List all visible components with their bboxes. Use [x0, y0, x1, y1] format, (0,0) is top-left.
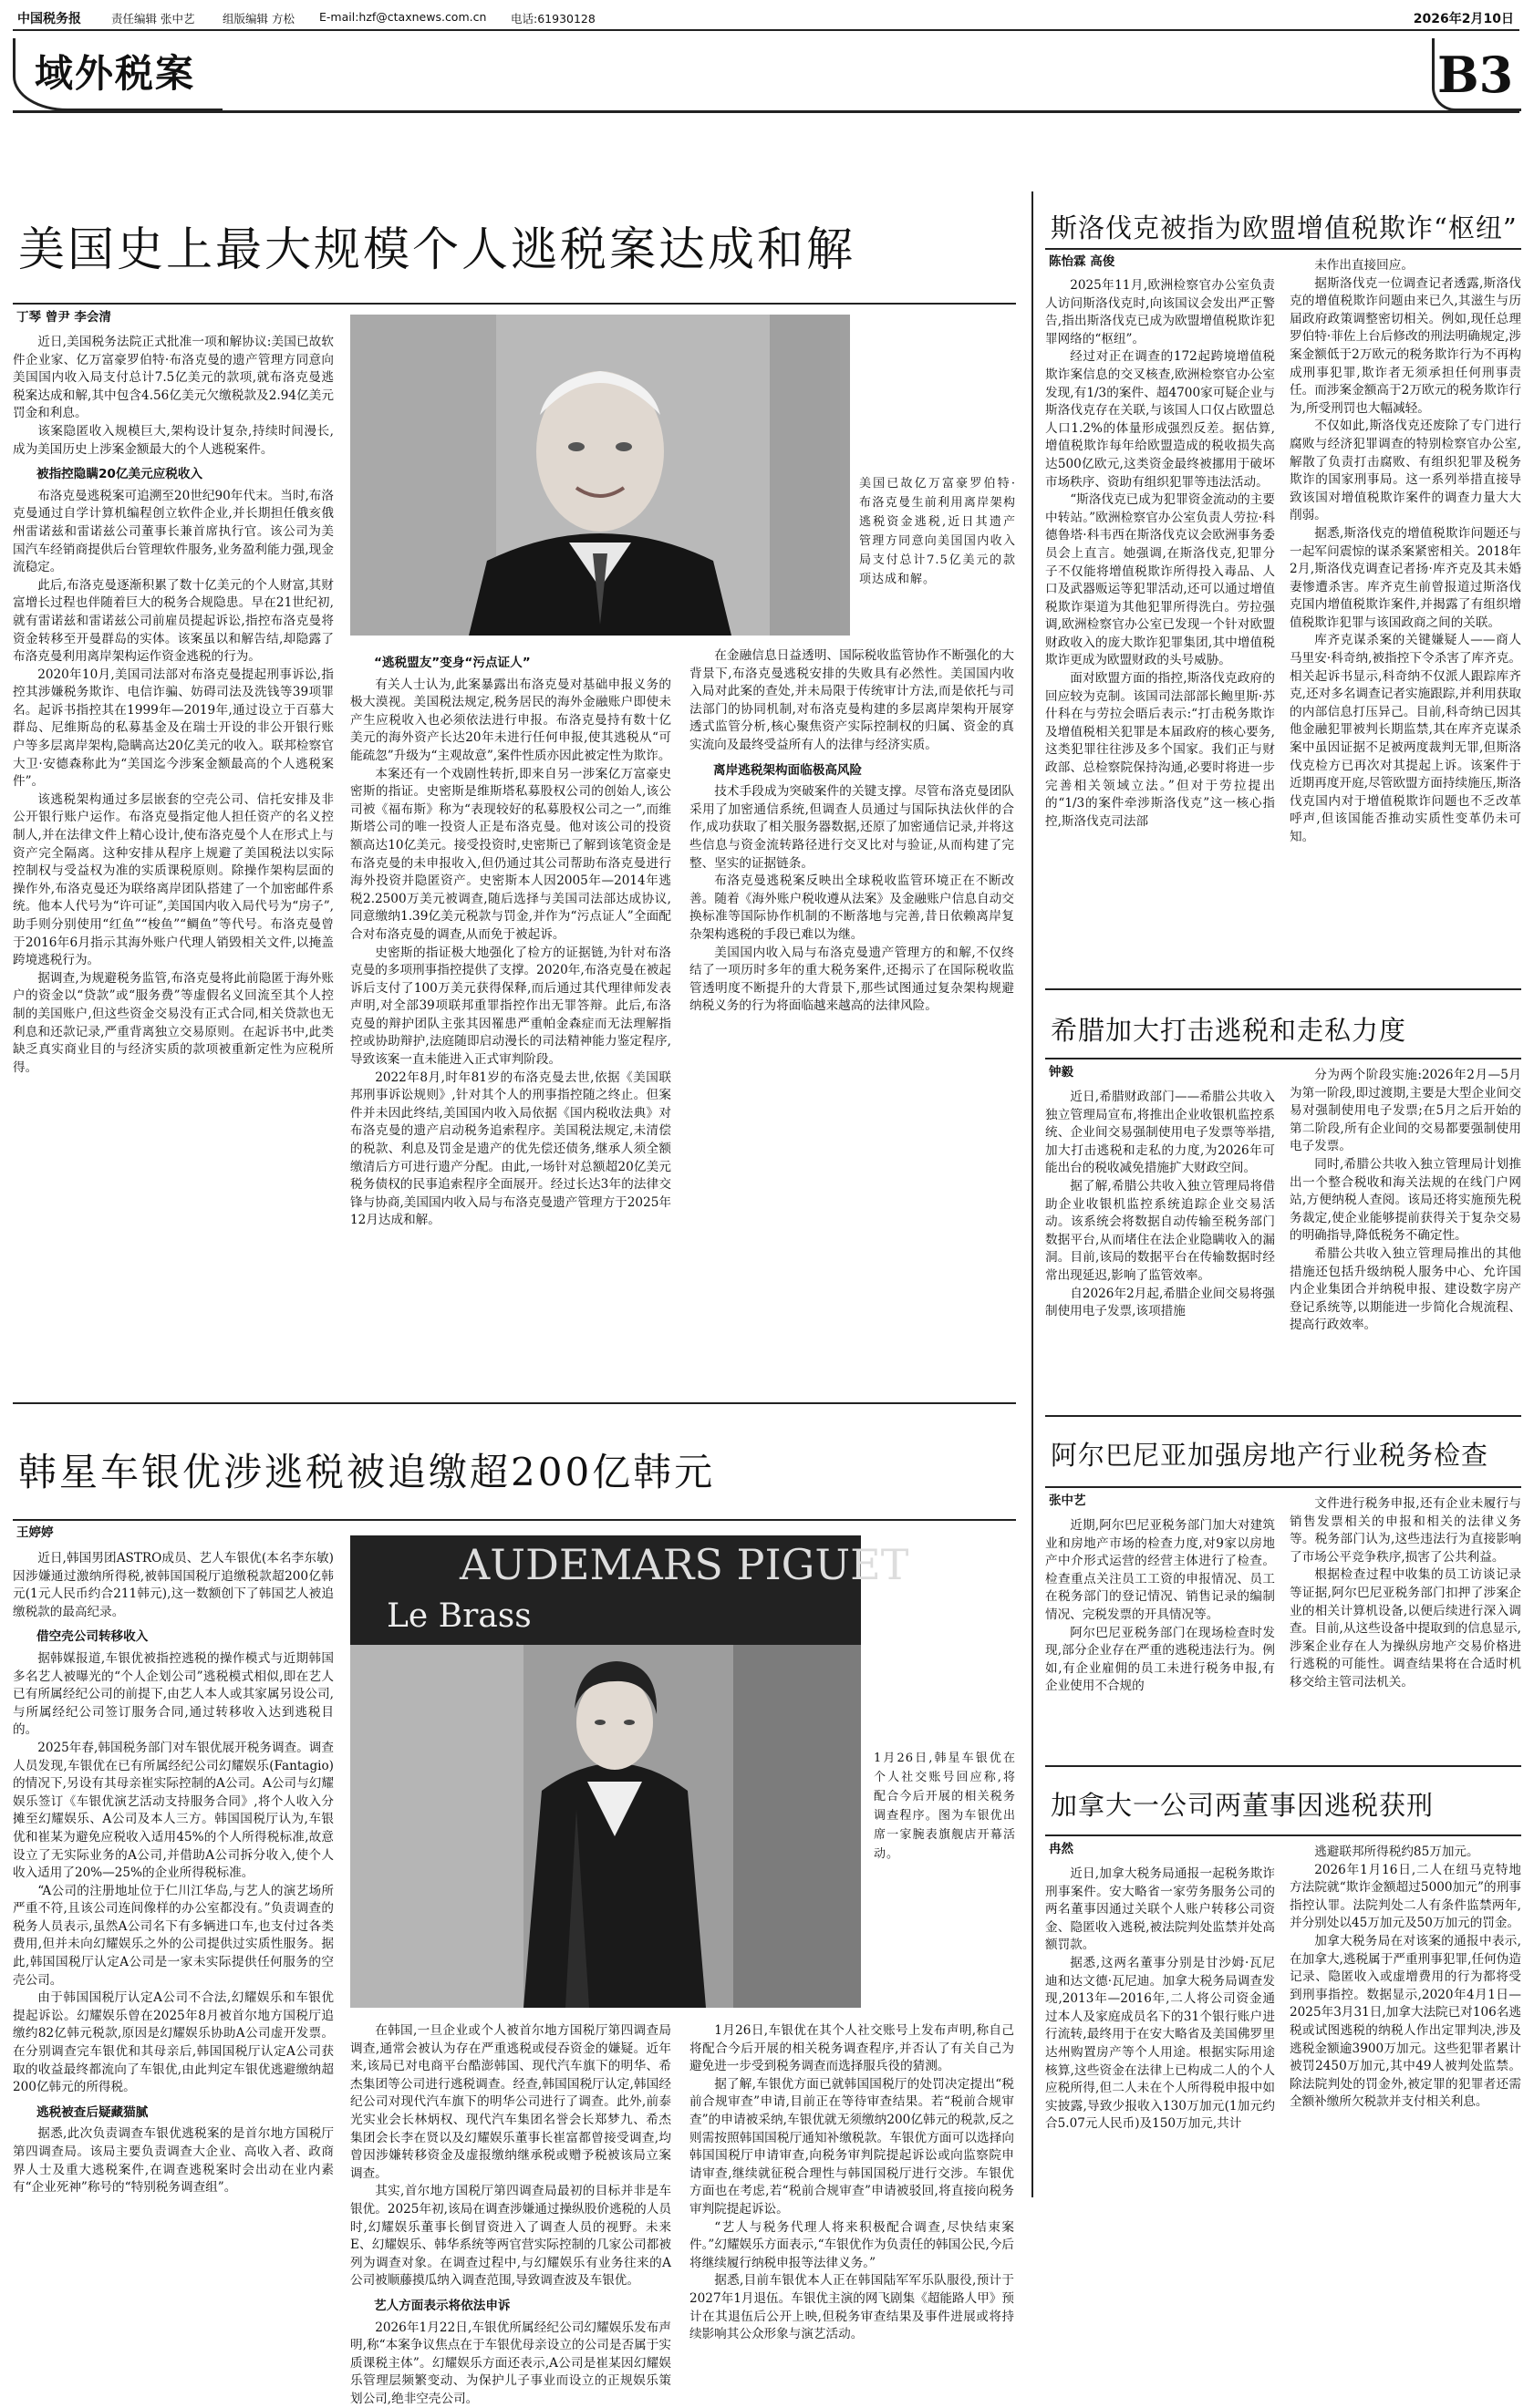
- paragraph: “A公司的注册地址位于仁川江华岛,与艺人的演艺场所严重不符,且该公司连间像样的办公室都没有。”负责调查的税务人员表示,虽然A公司名下有多辆进口车,也支付过各类费用,但并未向幻耀娱乐之外的公司提供过实质性服务。据此,韩国国税厅认定A公司是一家未实际提供任何服务的空壳公司。: [13, 1883, 334, 1990]
- article-2-rule: [13, 1519, 1016, 1521]
- paragraph: 据悉,此次负责调查车银优逃税案的是首尔地方国税厅第四调查局。该局主要负责调查大企业、高收入者、政商界人士及重大逃税案件,在调查逃税案时会出动在业内素有“企业死神”称号的“特别税务调查组”。: [13, 2125, 334, 2196]
- article-3-col-2: [1290, 257, 1521, 979]
- paper-name: 中国税务报: [17, 9, 81, 27]
- paragraph: 由于韩国国税厅认定A公司不合法,幻耀娱乐和车银优提起诉讼。幻耀娱乐曾在2025年8月被首尔地方国税厅追缴约82亿韩元税款,原因是幻耀娱乐协助A公司虚开发票。在分别调查完车银优和其母亲后,韩国国税厅认定A公司获取的收益最终都流向了车银优,由此判定车银优逃避缴纳超200亿韩元的所得税。: [13, 1989, 334, 2097]
- paragraph: 根据检查过程中收集的员工访谈记录等证据,阿尔巴尼亚税务部门扣押了涉案企业的相关计算机设备,以便后续进行深入调查。目前,从这些设备中提取到的信息显示,涉案企业存在人为操纵房地产交易价格进行逃税的可能性。调查结果将在合适时机移交给主管司法机关。: [1290, 1566, 1521, 1691]
- article-1-col-2: [350, 647, 671, 1382]
- paragraph: 据韩媒报道,车银优被指控逃税的操作模式与近期韩国多名艺人被曝光的“个人企划公司”逃税模式相似,即在艺人已有所属经纪公司的前提下,由艺人本人或其家属另设公司,与所属经纪公司签订服务合同,通过转移收入达到逃税目的。: [13, 1650, 334, 1740]
- article-1-bottom-rule: [13, 1402, 1016, 1404]
- article-2-col-2: [350, 2022, 671, 2199]
- paragraph: 技术手段成为突破案件的关键支撑。尽管布洛克曼团队采用了加密通信系统,但调查人员通过与国际执法伙伴的合作,成功获取了相关服务器数据,还原了加密通信记录,并将这些信息与资金流转路径进行交叉比对与验证,从而构建了完整、坚实的证据链条。: [689, 783, 1014, 873]
- article-1-rule: [13, 303, 1016, 305]
- paragraph: 2020年10月,美国司法部对布洛克曼提起刑事诉讼,指控其涉嫌税务欺诈、电信诈骗、妨碍司法及洗钱等39项罪名。起诉书指控其在1999年—2019年,通过设立于百慕大群岛、尼维斯岛的私募基金及在瑞士开设的非公开银行账户等多层离岸架构,隐瞒高达20亿美元的收入。联邦检察官大卫·安德森称此为“美国迄今涉案金额最高的个人逃税案件”。: [13, 667, 334, 791]
- paragraph: 据悉,目前车银优本人正在韩国陆军军乐队服役,预计于2027年1月退伍。车银优主演的网飞剧集《超能路人甲》预计在其退伍后公开上映,但税务审查结果及事件进展或将持续影响其公众形象与演艺活动。: [689, 2272, 1014, 2343]
- article-1-author: 丁琴 曾尹 李会清: [16, 308, 111, 326]
- paragraph: 美国国内收入局与布洛克曼遗产管理方的和解,不仅终结了一项历时多年的重大税务案件,还揭示了在国际税收监管透明度不断提升的大背景下,那些试图通过复杂架构规避纳税义务的行为将面临越来越高的法律风险。: [689, 945, 1014, 1016]
- svg-text:Le Brass: Le Brass: [387, 1597, 532, 1635]
- phone-number: 电话:61930128: [511, 10, 596, 26]
- article-6-rule: [1045, 1834, 1521, 1836]
- article-3-rule: [1045, 248, 1521, 250]
- article-1-subhead-2: “逃税盟友”变身“污点证人”: [374, 655, 671, 673]
- article-4-rule: [1045, 1058, 1521, 1059]
- article-1-title: 美国史上最大规模个人逃税案达成和解: [18, 212, 855, 279]
- top-rule: [13, 29, 1519, 31]
- paragraph: 文件进行税务申报,还有企业未履行与销售发票相关的申报和相关的法律义务等。税务部门认为,这些违法行为直接影响了市场公平竞争秩序,损害了公共利益。: [1290, 1495, 1521, 1566]
- paragraph: 库齐克谋杀案的关键嫌疑人——商人马里安·科奇纳,被指控下令杀害了库齐克。相关起诉书显示,科奇纳不仅派人跟踪库齐克,还对多名调查记者实施跟踪,并利用获取的内部信息打压异己。目前,科奇纳已因其他金融犯罪被判长期监禁,其在库齐克谋杀案中虽因证据不足被两度裁判无罪,但斯洛伐克检方已再次对其提起上诉。该案件于近期再度开庭,尽管欧盟方面持续施压,斯洛伐克国内对于增值税欺诈问题也不乏改革呼声,但该国能否推动实质性变革仍未可知。: [1290, 632, 1521, 846]
- article-5-col-2: [1290, 1495, 1521, 1756]
- paragraph: 1月26日,车银优在其个人社交账号上发布声明,称自己将配合今后开展的相关税务调查程序,并否认了有关自己为避免进一步受到税务调查而选择服兵役的猜测。: [689, 2022, 1014, 2076]
- paragraph: 本案还有一个戏剧性转折,即来自另一涉案亿万富豪史密斯的指证。史密斯是维斯塔私募股权公司的创始人,该公司被《福布斯》称为“表现较好的私募股权公司之一”,而维斯塔公司的唯一投资人正是布洛克曼。他对该公司的投资额高达10亿美元。接受投资时,史密斯已了解到该笔资金是布洛克曼的未申报收入,但仍通过其公司帮助布洛克曼进行海外投资并隐匿资产。史密斯本人因2005年—2014年逃税2.2500万美元被调查,随后选择与美国司法部达成协议,同意缴纳1.39亿美元税款与罚金,并作为“污点证人”全面配合对布洛克曼的调查,从而免于被起诉。: [350, 766, 671, 945]
- paragraph: 希腊公共收入独立管理局推出的其他措施还包括升级纳税人服务中心、允许国内企业集团合并纳税申报、建设数字房产登记系统等,以期能进一步简化合规流程、提高行政效率。: [1290, 1245, 1521, 1335]
- article-3-col-1: [1045, 277, 1275, 979]
- article-6-title: 加拿大一公司两董事因逃税获刑: [1051, 1785, 1434, 1823]
- paragraph: 据调查,为规避税务监管,布洛克曼将此前隐匿于海外账户的资金以“贷款”或“服务费”等虚假名义回流至其个人控制的美国账户,但这些资金交易没有正式合同,相关贷款也无利息和还款记录,严重背离独立交易原则。在起诉书中,此类缺乏真实商业目的与经济实质的款项被重新定性为应税所得。: [13, 970, 334, 1078]
- paragraph: 此后,布洛克曼逐渐积累了数十亿美元的个人财富,其财富增长过程也伴随着巨大的税务合规隐患。早在21世纪初,就有雷诺兹和雷诺兹公司前雇员提起诉讼,指控布洛克曼将资金转移至开曼群岛的实体。该案虽以和解告结,却隐露了布洛克曼利用离岸架构运作资金逃税的行为。: [13, 577, 334, 667]
- paragraph: 其实,首尔地方国税厅第四调查局最初的目标并非是车银优。2025年初,该局在调查涉嫌通过操纵股价逃税的人员时,幻耀娱乐董事长倒冒资进入了调查人员的视野。未来E、幻耀娱乐、韩华系统等两官营实际控制的几家公司都被列为调查对象。在调查过程中,与幻耀娱乐有业务往来的A公司被顺藤摸瓜纳入调查范围,导致调查波及车银优。: [350, 2183, 671, 2290]
- paragraph: 近日,加拿大税务局通报一起税务欺诈刑事案件。安大略省一家劳务服务公司的两名董事因通过关联个人账户转移公司资金、隐匿收入逃税,被法院判处监禁并处高额罚款。: [1045, 1865, 1275, 1955]
- article-5-title: 阿尔巴尼亚加强房地产行业税务检查: [1051, 1435, 1488, 1473]
- article-1-col-3: [689, 647, 1014, 1382]
- paragraph: 面对欧盟方面的指控,斯洛伐克政府的回应较为克制。该国司法部部长鲍里斯·苏什科在与劳拉会晤后表示:“打击税务欺诈及增值税相关犯罪是本届政府的核心要务,这类犯罪往往涉及多个国家。我们正与财政部、总检察院保持沟通,必要时将进一步完善相关领域立法。”但对于劳拉提出的“1/3的案件牵涉斯洛伐克”这一核心指控,斯洛伐克司法部: [1045, 670, 1275, 831]
- paragraph: 在金融信息日益透明、国际税收监管协作不断强化的大背景下,布洛克曼逃税安排的失败具有必然性。美国国内收入局对此案的查处,并未局限于传统审计方法,而是依托与司法部门的协同机制,对布洛克曼构建的多层离岸架构开展穿透式监管分析,核心聚焦资产实际控制权的归属、资金的真实流向及最终受益所有人的法律与经济实质。: [689, 647, 1014, 755]
- paragraph: 近日,美国税务法院正式批准一项和解协议:美国已故软件企业家、亿万富豪罗伯特·布洛克曼的遗产管理方同意向美国国内收入局支付总计7.5亿美元的款项,就布洛克曼逃税案达成和解,其中包含4.56亿美元欠缴税款及2.94亿美元罚金和利息。: [13, 334, 334, 423]
- article-4-bottom-rule: [1045, 1415, 1521, 1417]
- paragraph: 同时,希腊公共收入独立管理局计划推出一个整合税收和海关法规的在线门户网站,方便纳税人查阅。该局还将实施预先税务裁定,使企业能够提前获得关于复杂交易的明确指导,降低税务不确定性。: [1290, 1156, 1521, 1245]
- article-3-bottom-rule: [1045, 988, 1521, 990]
- portrait-illustration: [350, 315, 850, 636]
- paragraph: 布洛克曼逃税案可追溯至20世纪90年代末。当时,布洛克曼通过自学计算机编程创立软件企业,并长期担任俄亥俄州雷诺兹和雷诺兹公司董事长兼首席执行官。该公司为美国汽车经销商提供后台管理软件服务,业务盈利能力强,现金流稳定。: [13, 488, 334, 577]
- article-6-col-2: [1290, 1844, 1521, 2199]
- article-1-col-1: [13, 334, 334, 1382]
- article-4-col-1: [1045, 1089, 1275, 1404]
- layout-credit: 组版编辑 方松: [223, 10, 295, 26]
- paragraph: “艺人与税务代理人将来积极配合调查,尽快结束案件。”幻耀娱乐方面表示,“车银优作为负责任的韩国公民,今后将继续履行纳税申报等法律义务。”: [689, 2219, 1014, 2273]
- paragraph: 阿尔巴尼亚税务部门在现场检查时发现,部分企业存在严重的逃税违法行为。例如,有企业雇佣的员工未进行税务申报,有企业使用不合规的: [1045, 1625, 1275, 1696]
- article-2-subhead-3: 艺人方面表示将依法申诉: [374, 2298, 671, 2316]
- article-1-photo: [350, 315, 850, 636]
- article-1-subhead-1: 被指控隐瞒20亿美元应税收入: [36, 466, 334, 484]
- paragraph: 该逃税架构通过多层嵌套的空壳公司、信托安排及非公开银行账户运作。布洛克曼指定他人担任资产的名义控制人,并在法律文件上精心设计,使布洛克曼个人在形式上与资产完全隔离。这种安排从程序上规避了美国税法以实际控制权与受益权为准的实质课税原则。除操作架构层面的操作外,布洛克曼还为联络离岸团队搭建了一个加密邮件系统。他本人代号为“许可证”,美国国内收入局代号为“房子”,助手则分别使用“红鱼”“梭鱼”“鲷鱼”等代号。布洛克曼曾于2016年6月指示其海外账户代理人销毁相关文件,以掩盖跨境逃税行为。: [13, 791, 334, 970]
- article-2-col-1: [13, 1550, 334, 2199]
- article-3-title: 斯洛伐克被指为欧盟增值税欺诈“枢纽”: [1051, 208, 1518, 245]
- paragraph: “斯洛伐克已成为犯罪资金流动的主要中转站。”欧洲检察官办公室负责人劳拉·科德鲁塔·科韦西在斯洛伐克议会欧洲事务委员会上直言。她强调,在斯洛伐克,犯罪分子不仅能将增值税欺诈所得投入毒品、人口及武器贩运等犯罪活动,还可以通过增值税欺诈渠道为其他犯罪所得洗白。劳拉强调,欧洲检察官办公室已发现一个针对欧盟财政收入的庞大欺诈犯罪集团,其中增值税欺诈更成为欧盟财政的头号威胁。: [1045, 491, 1275, 670]
- paragraph: 2026年1月16日,二人在纽马克特地方法院就“欺诈金额超过5000加元”的刑事指控认罪。法院判处二人有条件监禁两年,并分别处以45万加元及50万加元的罚金。: [1290, 1862, 1521, 1933]
- svg-text:AUDEMARS PIGUET: AUDEMARS PIGUET: [459, 1540, 909, 1589]
- article-5-col-1: [1045, 1517, 1275, 1756]
- article-3-author: 陈怡霖 高俊: [1049, 253, 1114, 271]
- paragraph: 近日,韩国男团ASTRO成员、艺人车银优(本名李东敏)因涉嫌通过激纳所得税,被韩国国税厅追缴税款超200亿韩元(1元人民币约合211韩元),这一数额创下了韩国艺人被追缴税款的最高纪录。: [13, 1550, 334, 1621]
- paragraph: 2025年11月,欧洲检察官办公室负责人访问斯洛伐克时,向该国议会发出严正警告,指出斯洛伐克已成为欧盟增值税欺诈犯罪网络的“枢纽”。: [1045, 277, 1275, 348]
- paragraph: 逃避联邦所得税约85万加元。: [1290, 1844, 1521, 1862]
- paragraph: 自2026年2月起,希腊企业间交易将强制使用电子发票,该项措施: [1045, 1286, 1275, 1321]
- article-2-subhead-2: 逃税被查后疑藏猫腻: [36, 2104, 334, 2123]
- section-rule: [13, 110, 1519, 113]
- paragraph: 2022年8月,时年81岁的布洛克曼去世,依据《美国联邦刑事诉讼规则》,针对其个人的刑事指控随之终止。但案件并未因此终结,美国国内收入局依据《国内税收法典》对布洛克曼的遗产启动税务追索程序。美国税法规定,未清偿的税款、利息及罚金是遗产的优先偿还债务,继承人须全额缴清后方可进行遗产分配。由此,一场针对总额超20亿美元税务债权的民事追索程序全面展开。经过长达3年的法律交锋与协商,美国国内收入局与布洛克曼遗产管理方于2025年12月达成和解。: [350, 1070, 671, 1230]
- celebrity-photo-illustration: [350, 1535, 861, 2008]
- paragraph: 2026年1月22日,车银优所属经纪公司幻耀娱乐发布声明,称“本案争议焦点在于车银优母亲设立的公司是否属于实质课税主体”。幻耀娱乐方面还表示,A公司是崔某因幻耀娱乐管理层频繁变动、为保护儿子事业而设立的正规娱乐策划公司,绝非空壳公司。: [350, 2320, 671, 2408]
- paragraph: 近期,阿尔巴尼亚税务部门加大对建筑业和房地产市场的检查力度,对9家以房地产中介形式运营的经营主体进行了检查。检查重点关注员工工资的申报情况、员工在税务部门的登记情况、销售记录的编制情况、完税发票的开具情况等。: [1045, 1517, 1275, 1625]
- article-4-col-2: [1290, 1067, 1521, 1404]
- paragraph: 在韩国,一旦企业或个人被首尔地方国税厅第四调查局调查,通常会被认为存在严重逃税或侵吞资金的嫌疑。近年来,该局已对电商平台酷澎韩国、现代汽车旗下的明华、希杰集团等公司进行逃税调查。经查,韩国国税厅认定,韩国经纪公司对现代汽车旗下的明华公司进行了调查。此外,前泰光实业会长林炳权、现代汽车集团名誉会长郑梦九、希杰集团会长李在贤以及幻耀娱乐董事长崔富都曾接受调查,均曾因涉嫌转移资金及虚报缴纳继承税或赠予税被该局立案调查。: [350, 2022, 671, 2183]
- article-6-col-1: [1045, 1865, 1275, 2199]
- paragraph: 据了解,车银优方面已就韩国国税厅的处罚决定提出“税前合规审查”申请,目前正在等待审查结果。若“税前合规审查”的申请被采纳,车银优就无须缴纳200亿韩元的税款,反之则需按照韩国国税厅通知补缴税款。车银优方面可以选择向韩国国税厅申请审查,向税务审判院提起诉讼或向监察院申请审查,继续就征税合理性与韩国国税厅进行交涉。车银优方面也在考虑,若“税前合规审查”申请被驳回,将直接向税务审判院提起诉讼。: [689, 2076, 1014, 2219]
- paragraph: 据斯洛伐克一位调查记者透露,斯洛伐克的增值税欺诈问题由来已久,其滋生与历届政府政策调整密切相关。例如,现任总理罗伯特·菲佐上台后修改的刑法明确规定,涉案金额低于2万欧元的税务欺诈行为不再构成刑事犯罪,欺诈者无须承担任何刑事责任。而涉案金额高于2万欧元的税务欺诈行为,所受刑罚也大幅减轻。: [1290, 275, 1521, 419]
- paragraph: 史密斯的指证极大地强化了检方的证据链,为针对布洛克曼的多项刑事指控提供了支撑。2020年,布洛克曼在被起诉后支付了100万美元获得保释,而后通过其代理律师发表声明,对全部39项联邦重罪指控作出无罪答辩。此后,布洛克曼的辩护团队主张其因罹患严重帕金森症而无法理解指控或协助辩护,法庭随即启动漫长的司法精神能力鉴定程序,导致该案一直未能进入正式审判阶段。: [350, 945, 671, 1070]
- article-4-title: 希腊加大打击逃税和走私力度: [1051, 1010, 1406, 1048]
- column-divider: [1031, 191, 1033, 2197]
- article-2-author: 王婷婷: [16, 1524, 54, 1542]
- issue-date: 2026年2月10日: [1414, 9, 1514, 27]
- paragraph: 经过对正在调查的172起跨境增值税欺诈案信息的交叉核查,欧洲检察官办公室发现,有1/3的案件、超4700家可疑企业与斯洛伐克存在关联,与该国人口仅占欧盟总人口1.2%的体量形成强烈反差。据估算,增值税欺诈每年给欧盟造成的税收损失高达500亿欧元,这类资金最终被挪用于破坏市场秩序、资助有组织犯罪等违法活动。: [1045, 348, 1275, 491]
- paragraph: 2025年春,韩国税务部门对车银优展开税务调查。调查人员发现,车银优在已有所属经纪公司幻耀娱乐(Fantagio)的情况下,另设有其母亲崔实际控制的A公司。A公司与幻耀娱乐签订《车银优演艺活动支持服务合同》,将个人收入分摊至幻耀娱乐、A公司及本人三方。韩国国税厅认为,车银优和崔某为避免应税收入适用45%的个人所得税标准,故意设立了无实际业务的A公司,并借助A公司拆分收入,使个人收入适用了20%—25%的企业所得税标准。: [13, 1740, 334, 1883]
- email-link[interactable]: E-mail:hzf@ctaxnews.com.cn: [319, 10, 486, 24]
- section-title: 域外税案: [35, 44, 195, 98]
- article-1-caption: 美国已故亿万富豪罗伯特·布洛克曼生前利用离岸架构逃税资金逃税,近日其遗产管理方同意向美国国内收入局支付总计7.5亿美元的款项达成和解。: [859, 474, 1016, 589]
- page-number: B3: [1437, 46, 1513, 104]
- article-2-col-3: [689, 2022, 1014, 2199]
- paragraph: 布洛克曼逃税案反映出全球税收监管环境正在不断改善。随着《海外账户税收遵从法案》及金融账户信息自动交换标准等国际协作机制的不断落地与完善,昔日依赖离岸复杂架构逃税的手段已难以为继。: [689, 873, 1014, 944]
- paragraph: 据悉,斯洛伐克的增值税欺诈问题还与一起军问震惊的谋杀案紧密相关。2018年2月,斯洛伐克调查记者扬·库齐克及其未婚妻惨遭杀害。库齐克生前曾报道过斯洛伐克国内增值税欺诈案件,并揭露了有组织增值税欺诈犯罪与该国政商之间的关联。: [1290, 525, 1521, 633]
- article-6-author: 冉然: [1049, 1840, 1073, 1858]
- article-2-photo: [350, 1535, 861, 2008]
- paragraph: 据悉,这两名董事分别是甘沙姆·瓦尼迪和达文德·瓦尼迪。加拿大税务局调查发现,2013年—2016年,二人将公司资金通过本人及家庭成员名下的31个银行账户进行流转,最终用于在安大略省及美国佛罗里达州购置房产等个人用途。根据实际用途核算,这些资金在法律上已构成二人的个人应税所得,但二人未在个人所得税申报中如实披露,导致少报收入130万加元(1加元约合5.07元人民币)及150万加元,共计: [1045, 1955, 1275, 2134]
- paragraph: 该案隐匿收入规模巨大,架构设计复杂,持续时间漫长,成为美国历史上涉案金额最大的个人逃税案件。: [13, 423, 334, 459]
- paragraph: 加拿大税务局在对该案的通报中表示,在加拿大,逃税属于严重刑事犯罪,任何伪造记录、隐匿收入或虚增费用的行为都将受到刑事指控。数据显示,2020年4月1日—2025年3月31日,加拿大法院已对106名逃税或试图逃税的纳税人作出定罪判决,涉及逃税金额逾3900万加元。这些犯罪者累计被罚2450万加元,其中49人被判处监禁。除法院判处的罚金外,被定罪的犯罪者还需全额补缴所欠税款并支付相关利息。: [1290, 1933, 1521, 2112]
- article-1-subhead-3: 离岸逃税架构面临极高风险: [713, 762, 1014, 780]
- article-2-subhead-1: 借空壳公司转移收入: [36, 1628, 334, 1647]
- article-2-caption: 1月26日,韩星车银优在个人社交账号回应称,将配合今后开展的相关税务调查程序。图为车银优出席一家腕表旗舰店开幕活动。: [874, 1749, 1016, 1864]
- article-5-bottom-rule: [1045, 1765, 1521, 1767]
- paragraph: 近日,希腊财政部门——希腊公共收入独立管理局宣布,将推出企业收银机监控系统、企业间交易强制使用电子发票等举措,加大打击逃税和走私的力度,为2026年可能出台的税收减免措施扩大财政空间。: [1045, 1089, 1275, 1178]
- article-2-title: 韩星车银优涉逃税被追缴超200亿韩元: [18, 1442, 715, 1497]
- article-5-author: 张中艺: [1049, 1492, 1086, 1510]
- article-4-author: 钟毅: [1049, 1063, 1073, 1081]
- paragraph: 据了解,希腊公共收入独立管理局将借助企业收银机监控系统追踪企业交易活动。该系统会将数据自动传输至税务部门数据平台,从而堵住在法企业隐瞒收入的漏洞。目前,该局的数据平台在传输数据时经常出现延迟,影响了监管效率。: [1045, 1178, 1275, 1286]
- paragraph: 有关人士认为,此案暴露出布洛克曼对基础申报义务的极大漠视。美国税法规定,税务居民的海外金融账户即使未产生应税收入也必须依法进行申报。布洛克曼持有数十亿美元的海外资产长达20年未进行任何申报,使其逃税从“可能疏忽”升级为“主观故意”,案件性质亦因此被定性为欺诈。: [350, 677, 671, 766]
- article-5-rule: [1045, 1486, 1521, 1488]
- paragraph: 分为两个阶段实施:2026年2月—5月为第一阶段,即过渡期,主要是大型企业间交易对强制使用电子发票;在5月之后开始的第二阶段,所有企业间的交易都要强制使用电子发票。: [1290, 1067, 1521, 1156]
- paragraph: 未作出直接回应。: [1290, 257, 1521, 275]
- paragraph: 不仅如此,斯洛伐克还废除了专门进行腐败与经济犯罪调查的特别检察官办公室,解散了负责打击腐败、有组织犯罪及税务欺诈的国家刑事局。这一系列举措直接导致该国对增值税欺诈案件的调查力量大大削弱。: [1290, 418, 1521, 525]
- editor-credit: 责任编辑 张中艺: [111, 10, 194, 26]
